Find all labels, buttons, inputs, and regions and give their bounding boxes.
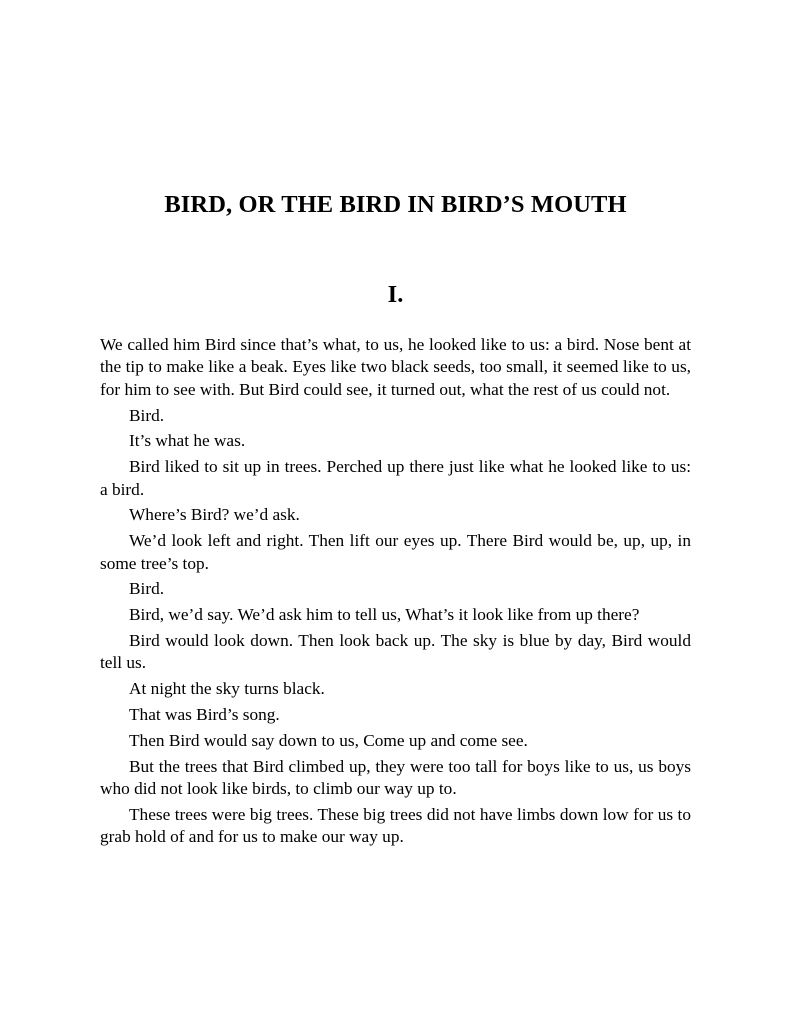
paragraph: These trees were big trees. These big trees did not have limbs down low for us to grab hold of and for us to make our way up. — [100, 804, 691, 847]
paragraph: Bird would look down. Then look back up. The sky is blue by day, Bird would tell us. — [100, 631, 691, 673]
paragraph: That was Bird’s song. — [129, 705, 280, 724]
paragraph: Where’s Bird? we’d ask. — [129, 505, 300, 525]
paragraph: It’s what he was. — [129, 431, 246, 451]
paragraph: Bird, we’d say. We’d ask him to tell us, What’s it look like from up there? — [129, 605, 640, 625]
section-heading: I. — [387, 281, 404, 308]
paragraph: We called him Bird since that’s what, to us, he looked like to us: a bird. Nose bent at the tip to make like a beak. Eyes like two black seeds, too small, it seemed like to us, for him to see with. But Bird could see, it turned out, what the rest of us could not. — [100, 335, 691, 399]
paragraph: Bird. — [129, 579, 165, 599]
paragraph: At night the sky turns black. — [129, 679, 325, 699]
chapter-title: BIRD, OR THE BIRD IN BIRD’S MOUTH — [164, 191, 627, 218]
paragraph: But the trees that Bird climbed up, they were too tall for boys like to us, us boys who did not look like birds, to climb our way up to. — [100, 756, 691, 798]
paragraph: Then Bird would say down to us, Come up and come see. — [129, 730, 528, 750]
paragraph: We’d look left and right. Then lift our eyes up. There Bird would be, up, up, in some tree’s top. — [100, 531, 691, 573]
paragraph: Bird. — [129, 405, 165, 425]
body-text — [100, 334, 691, 852]
paragraph: Bird liked to sit up in trees. Perched up there just like what he looked like to us: a bird. — [100, 457, 691, 499]
